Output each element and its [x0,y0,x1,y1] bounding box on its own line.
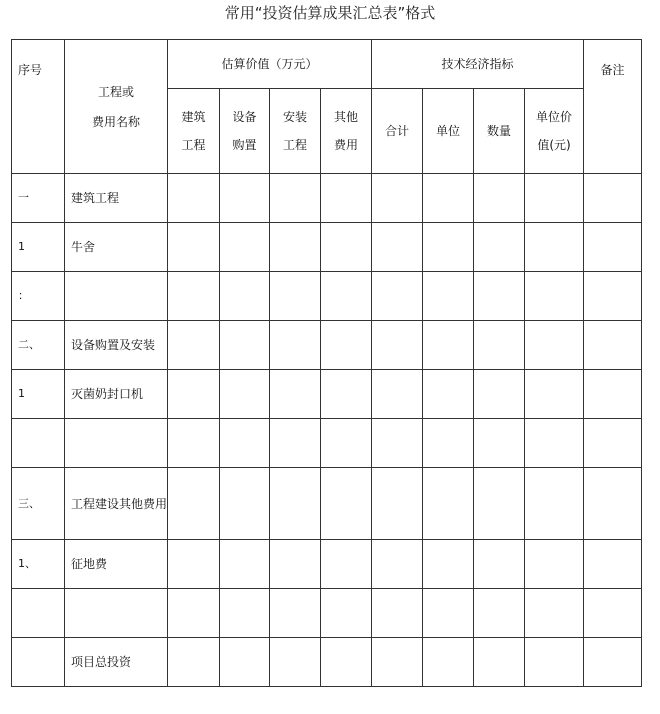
header-equipment-line2: 购置 [232,138,257,152]
header-seq: 序号 [12,40,65,174]
header-unit-value-line2: 值(元) [537,138,571,152]
header-building-works [168,89,220,174]
row-seq [12,589,65,638]
row-name: 建筑工程 [65,174,168,223]
row-name: 设备购置及安装 [65,321,168,370]
table-row [12,272,642,321]
row-seq [12,638,65,687]
table-row [12,638,642,687]
header-estimate-group: 估算价值（万元） [168,40,372,89]
header-unit: 单位 [423,89,474,174]
page-title: 常用“投资估算成果汇总表”格式 [224,4,436,22]
row-seq: 1、 [12,540,65,589]
header-unit-value [525,89,584,174]
table-row [12,419,642,468]
row-seq: 二、 [12,321,65,370]
row-seq: 三、 [12,468,65,540]
header-total: 合计 [372,89,423,174]
table-row [12,223,642,272]
row-name: 牛舍 [65,223,168,272]
header-unit-value-line1: 单位价 [536,110,573,124]
header-install-line1: 安装 [282,110,307,124]
header-equipment-purchase [220,89,270,174]
table-row [12,370,642,419]
header-quantity: 数量 [474,89,525,174]
header-name-line2: 费用名称 [91,114,140,129]
header-building-line1: 建筑 [181,110,206,124]
table-row [12,174,642,223]
table-row [12,589,642,638]
header-name [65,40,168,174]
header-installation-works [270,89,321,174]
row-seq: 1 [12,370,65,419]
row-seq: ： [12,272,65,321]
row-name [65,419,168,468]
header-tech-group: 技术经济指标 [372,40,584,89]
table-row [12,321,642,370]
header-name-line1: 工程或 [97,84,134,99]
header-install-line2: 工程 [282,138,307,152]
row-seq: 1 [12,223,65,272]
investment-summary-table [11,39,642,687]
row-name: 工程建设其他费用 [65,468,168,540]
header-remarks: 备注 [584,40,642,174]
header-other-line2: 费用 [334,138,359,152]
row-name: 灭菌奶封口机 [65,370,168,419]
header-other-line1: 其他 [334,110,359,124]
header-equipment-line1: 设备 [232,110,257,124]
row-name [65,272,168,321]
row-name [65,589,168,638]
header-other-expenses [321,89,372,174]
table-row [12,540,642,589]
row-seq [12,419,65,468]
header-building-line2: 工程 [181,138,206,152]
row-name: 项目总投资 [65,638,168,687]
table-row [12,468,642,540]
header-row-1 [12,40,642,89]
row-seq: 一 [12,174,65,223]
row-name: 征地费 [65,540,168,589]
